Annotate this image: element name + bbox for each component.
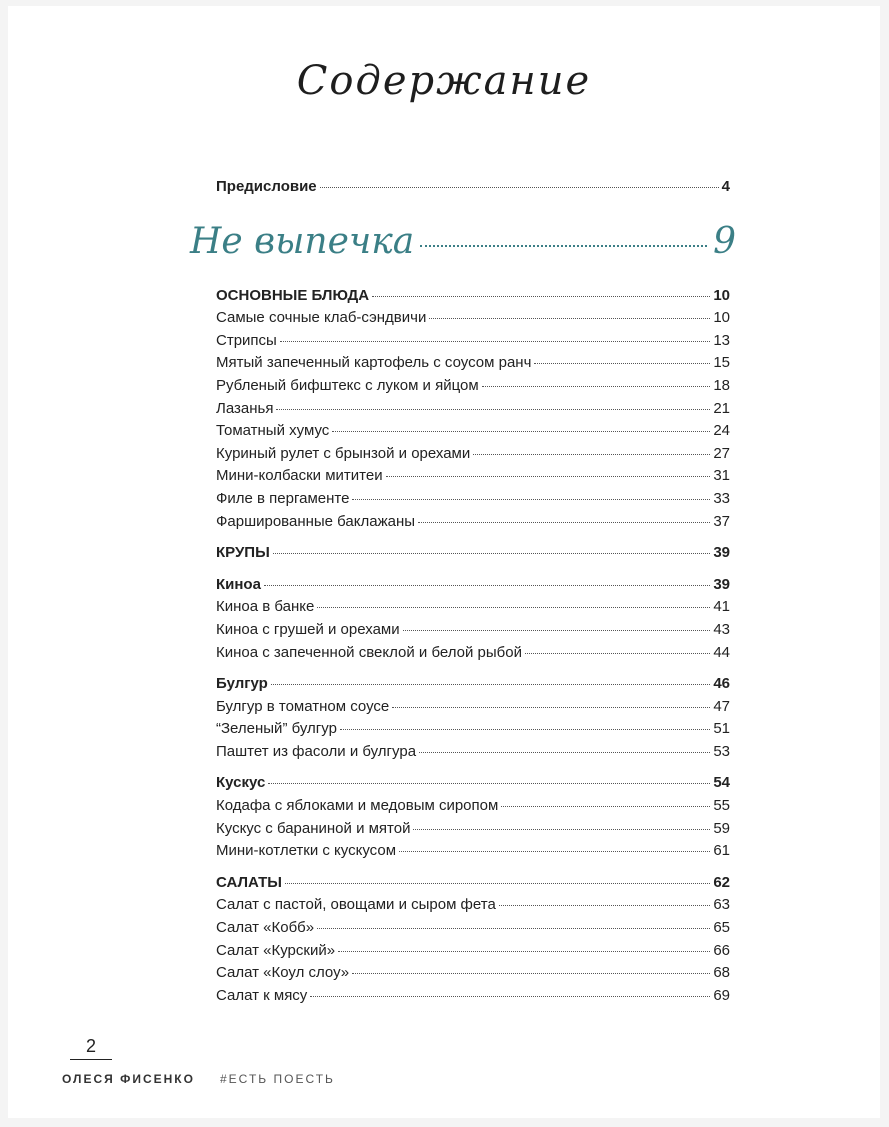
- toc-page-number: 51: [713, 720, 730, 738]
- dot-leader: [403, 630, 711, 631]
- toc-entry[interactable]: [216, 696, 730, 719]
- toc-label: Салат «Кобб»: [216, 919, 315, 937]
- toc-page-number: 10: [713, 286, 730, 304]
- page-title: Содержание: [296, 58, 592, 104]
- toc-page-number: 53: [713, 742, 730, 760]
- dot-leader: [338, 951, 710, 952]
- toc-page-number: 37: [713, 512, 730, 530]
- footer-author: ОЛЕСЯ ФИСЕНКО: [62, 1072, 195, 1086]
- toc-label: Мини-котлетки с кускусом: [216, 842, 397, 860]
- toc-page-number: 61: [713, 842, 730, 860]
- toc-page-number: 21: [713, 399, 730, 417]
- dot-leader: [310, 996, 710, 997]
- dot-leader: [320, 187, 719, 188]
- dot-leader: [419, 752, 710, 753]
- toc-page-number: 65: [713, 919, 730, 937]
- dot-leader: [413, 829, 710, 830]
- toc-page-number: 47: [713, 697, 730, 715]
- table-of-contents: [190, 176, 736, 1007]
- toc-preface[interactable]: [216, 176, 730, 199]
- dot-leader: [340, 729, 710, 730]
- toc-entry[interactable]: [216, 375, 730, 398]
- toc-label: Киноа: [216, 575, 261, 593]
- toc-entry[interactable]: [216, 443, 730, 466]
- toc-page-number: 68: [713, 964, 730, 982]
- toc-page-number: 33: [713, 489, 730, 507]
- toc-entry[interactable]: [216, 917, 730, 940]
- dot-leader: [317, 928, 710, 929]
- toc-label: ОСНОВНЫЕ БЛЮДА: [216, 286, 370, 304]
- toc-page-number: 66: [713, 941, 730, 959]
- toc-label: Рубленый бифштекс с луком и яйцом: [216, 376, 479, 394]
- toc-page-number: 44: [713, 643, 730, 661]
- toc-label: Киноа в банке: [216, 598, 315, 616]
- dot-leader: [317, 607, 710, 608]
- toc-label: Кускус: [216, 774, 266, 792]
- toc-page-number: 69: [713, 986, 730, 1004]
- toc-entry[interactable]: [216, 940, 730, 963]
- toc-label: Куриный рулет с брынзой и орехами: [216, 444, 471, 462]
- toc-section-heading[interactable]: [216, 574, 730, 597]
- section-gap: [216, 565, 730, 574]
- toc-sections: [216, 285, 730, 1008]
- toc-section-heading[interactable]: [216, 542, 730, 565]
- toc-entry[interactable]: [216, 352, 730, 375]
- toc-page-number: 31: [713, 467, 730, 485]
- toc-label: Салат к мясу: [216, 986, 308, 1004]
- toc-label: Филе в пергаменте: [216, 489, 350, 507]
- dot-leader: [332, 431, 710, 432]
- toc-label: Киноа с грушей и орехами: [216, 620, 400, 638]
- dot-leader: [534, 363, 710, 364]
- toc-entry[interactable]: [216, 840, 730, 863]
- toc-entry[interactable]: [216, 596, 730, 619]
- toc-page-number: 59: [713, 819, 730, 837]
- toc-label: Кускус с бараниной и мятой: [216, 819, 411, 837]
- toc-label: Салат «Коул слоу»: [216, 964, 350, 982]
- chapter-page-number: 9: [713, 220, 736, 262]
- toc-page-number: 55: [713, 797, 730, 815]
- dot-leader: [352, 973, 710, 974]
- toc-page-number: 24: [713, 422, 730, 440]
- toc-label: Салат «Курский»: [216, 941, 336, 959]
- toc-chapter[interactable]: [190, 221, 736, 279]
- toc-page-number: 41: [713, 598, 730, 616]
- toc-entry[interactable]: [216, 398, 730, 421]
- dot-leader: [273, 553, 711, 554]
- toc-page-number: 54: [713, 774, 730, 792]
- dot-leader: [386, 476, 711, 477]
- dot-leader: [482, 386, 711, 387]
- section-gap: [216, 533, 730, 542]
- toc-label: Лазанья: [216, 399, 274, 417]
- dot-leader: [429, 318, 710, 319]
- toc-label: Стрипсы: [216, 331, 277, 349]
- dot-leader: [420, 245, 707, 247]
- toc-label: Салат с пастой, овощами и сыром фета: [216, 896, 496, 914]
- dot-leader: [268, 783, 710, 784]
- toc-entry[interactable]: [216, 465, 730, 488]
- toc-label: Томатный хумус: [216, 422, 330, 440]
- dot-leader: [499, 905, 711, 906]
- toc-page-number: 13: [713, 331, 730, 349]
- toc-label: Булгур: [216, 675, 268, 693]
- section-gap: [216, 763, 730, 772]
- toc-label: САЛАТЫ: [216, 873, 282, 891]
- dot-leader: [501, 806, 710, 807]
- toc-page-number: 27: [713, 444, 730, 462]
- toc-entry[interactable]: [216, 511, 730, 534]
- toc-entry[interactable]: [216, 894, 730, 917]
- toc-page-number: 39: [713, 575, 730, 593]
- dot-leader: [280, 341, 710, 342]
- toc-page-number: 10: [713, 309, 730, 327]
- toc-page-number: 46: [713, 675, 730, 693]
- toc-section-heading[interactable]: [216, 872, 730, 895]
- toc-label: Мини-колбаски мититеи: [216, 467, 383, 485]
- toc-label: “Зеленый” булгур: [216, 720, 337, 738]
- toc-entry[interactable]: [216, 962, 730, 985]
- toc-entry[interactable]: [216, 307, 730, 330]
- toc-page-number: 18: [713, 376, 730, 394]
- toc-label: Предисловие: [216, 178, 317, 195]
- toc-page-number: 62: [713, 873, 730, 891]
- dot-leader: [276, 409, 710, 410]
- toc-entry[interactable]: [216, 619, 730, 642]
- dot-leader: [352, 499, 710, 500]
- chapter-title: Не выпечка: [190, 220, 415, 262]
- page-number: 2: [70, 1036, 112, 1060]
- toc-page-number: 43: [713, 620, 730, 638]
- toc-section-heading[interactable]: [216, 285, 730, 308]
- toc-page-number: 15: [713, 354, 730, 372]
- toc-entry[interactable]: [216, 795, 730, 818]
- toc-entry[interactable]: [216, 488, 730, 511]
- section-gap: [216, 664, 730, 673]
- toc-page-number: 63: [713, 896, 730, 914]
- toc-label: КРУПЫ: [216, 544, 270, 562]
- page: [8, 6, 880, 1118]
- toc-entry[interactable]: [216, 741, 730, 764]
- toc-label: Мятый запеченный картофель с соусом ранч: [216, 354, 532, 372]
- toc-label: Фаршированные баклажаны: [216, 512, 416, 530]
- toc-entry[interactable]: [216, 718, 730, 741]
- toc-label: Паштет из фасоли и булгура: [216, 742, 417, 760]
- dot-leader: [473, 454, 710, 455]
- dot-leader: [285, 883, 710, 884]
- dot-leader: [392, 707, 710, 708]
- toc-entry[interactable]: [216, 420, 730, 443]
- footer-tag: #ЕСТЬ ПОЕСТЬ: [220, 1072, 335, 1086]
- toc-section-heading[interactable]: [216, 772, 730, 795]
- toc-entry[interactable]: [216, 818, 730, 841]
- toc-entry[interactable]: [216, 985, 730, 1008]
- toc-page-number: 39: [713, 544, 730, 562]
- toc-section-heading[interactable]: [216, 673, 730, 696]
- toc-label: Самые сочные клаб-сэндвичи: [216, 309, 427, 327]
- toc-label: Киноа с запеченной свеклой и белой рыбой: [216, 643, 522, 661]
- toc-label: Булгур в томатном соусе: [216, 697, 390, 715]
- dot-leader: [399, 851, 710, 852]
- toc-entry[interactable]: [216, 330, 730, 353]
- dot-leader: [525, 653, 710, 654]
- dot-leader: [271, 684, 711, 685]
- dot-leader: [418, 522, 710, 523]
- toc-page-number: 4: [721, 178, 730, 195]
- toc-entry[interactable]: [216, 642, 730, 665]
- dot-leader: [264, 585, 710, 586]
- dot-leader: [372, 296, 710, 297]
- section-gap: [216, 863, 730, 872]
- toc-label: Кодафа с яблоками и медовым сиропом: [216, 797, 499, 815]
